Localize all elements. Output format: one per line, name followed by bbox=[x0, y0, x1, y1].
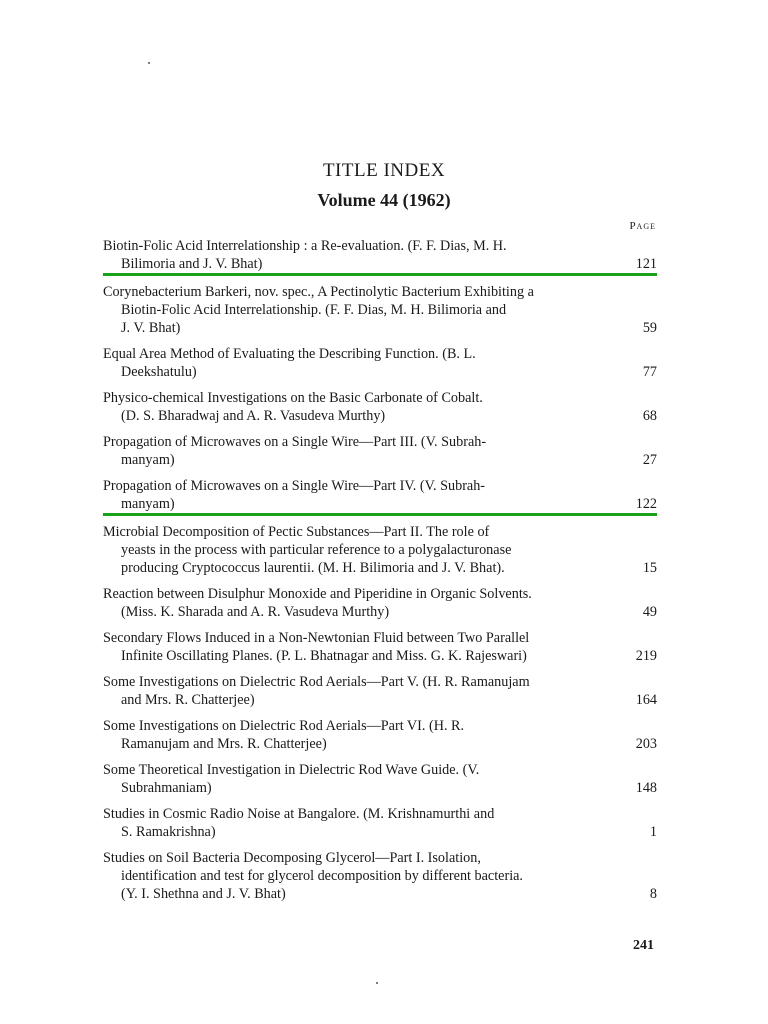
index-entry bbox=[103, 585, 657, 621]
entry-page-number: 49 bbox=[642, 604, 657, 620]
entry-page-number: 59 bbox=[642, 320, 657, 336]
entry-page-number: 77 bbox=[642, 364, 657, 380]
entry-continuation-line: Infinite Oscillating Planes. (P. L. Bhatnagar and Miss. G. K. Rajeswari) bbox=[121, 648, 527, 664]
index-entry bbox=[103, 673, 657, 709]
index-entry bbox=[103, 477, 657, 516]
entry-title-line: Secondary Flows Induced in a Non-Newtonian Fluid between Two Parallel bbox=[103, 630, 530, 646]
page-number: 241 bbox=[633, 938, 654, 953]
entry-continuation-line: (D. S. Bharadwaj and A. R. Vasudeva Murthy) bbox=[121, 408, 386, 424]
entry-continuation-line: and Mrs. R. Chatterjee) bbox=[121, 692, 255, 708]
index-entry bbox=[103, 283, 657, 337]
index-entry bbox=[103, 717, 657, 753]
scan-speck bbox=[376, 982, 378, 984]
entry-page-number: 164 bbox=[635, 692, 657, 708]
entry-title-line: Microbial Decomposition of Pectic Substances—Part II. The role of bbox=[103, 524, 490, 540]
entry-title-line: Biotin-Folic Acid Interrelationship : a Re-evaluation. (F. F. Dias, M. H. bbox=[103, 238, 507, 254]
entry-continuation-line: Bilimoria and J. V. Bhat) bbox=[121, 256, 263, 272]
entry-page-number: 122 bbox=[635, 496, 657, 512]
page-column-header: Page bbox=[629, 220, 656, 232]
index-entry bbox=[103, 523, 657, 577]
index-title: TITLE INDEX bbox=[322, 160, 446, 181]
entry-continuation-line: Ramanujam and Mrs. R. Chatterjee) bbox=[121, 736, 327, 752]
entry-title-line: Some Investigations on Dielectric Rod Aerials—Part VI. (H. R. bbox=[103, 718, 465, 734]
entry-continuation-line: Biotin-Folic Acid Interrelationship. (F. F. Dias, M. H. Bilimoria and bbox=[121, 302, 507, 318]
entry-page-number: 15 bbox=[642, 560, 657, 576]
entry-continuation-line: Subrahmaniam) bbox=[121, 780, 212, 796]
entry-page-number: 27 bbox=[642, 452, 657, 468]
entry-continuation-line: J. V. Bhat) bbox=[121, 320, 181, 336]
index-entry bbox=[103, 433, 657, 469]
entry-title-line: Studies in Cosmic Radio Noise at Bangalore. (M. Krishnamurthi and bbox=[103, 806, 495, 822]
entry-title-line: Propagation of Microwaves on a Single Wire—Part IV. (V. Subrah- bbox=[103, 478, 486, 494]
entry-continuation-line: producing Cryptococcus laurentii. (M. H. Bilimoria and J. V. Bhat). bbox=[121, 560, 505, 576]
index-entry bbox=[103, 761, 657, 797]
entry-page-number: 68 bbox=[642, 408, 657, 424]
index-entry bbox=[103, 805, 657, 841]
entry-continuation-line: S. Ramakrishna) bbox=[121, 824, 216, 840]
entry-title-line: Some Theoretical Investigation in Dielectric Rod Wave Guide. (V. bbox=[103, 762, 480, 778]
entry-continuation-line: manyam) bbox=[121, 496, 175, 512]
index-entry bbox=[103, 849, 657, 903]
entry-page-number: 203 bbox=[635, 736, 657, 752]
entry-page-number: 219 bbox=[635, 648, 657, 664]
index-entries bbox=[103, 237, 657, 911]
entry-continuation-line: manyam) bbox=[121, 452, 175, 468]
volume-subtitle: Volume 44 (1962) bbox=[317, 190, 451, 210]
index-entry bbox=[103, 345, 657, 381]
entry-title-line: Corynebacterium Barkeri, nov. spec., A Pectinolytic Bacterium Exhibiting a bbox=[103, 284, 534, 300]
entry-continuation-line: Deekshatulu) bbox=[121, 364, 197, 380]
entry-title-line: Equal Area Method of Evaluating the Describing Function. (B. L. bbox=[103, 346, 476, 362]
entry-page-number: 148 bbox=[635, 780, 657, 796]
entry-title-line: Studies on Soil Bacteria Decomposing Glycerol—Part I. Isolation, bbox=[103, 850, 481, 866]
entry-continuation-line: yeasts in the process with particular reference to a polygalacturonase bbox=[121, 542, 512, 558]
entry-title-line: Propagation of Microwaves on a Single Wire—Part III. (V. Subrah- bbox=[103, 434, 487, 450]
entry-page-number: 1 bbox=[649, 824, 657, 840]
index-entry bbox=[103, 237, 657, 276]
entry-continuation-line: (Y. I. Shethna and J. V. Bhat) bbox=[121, 886, 286, 902]
scan-speck bbox=[148, 62, 150, 64]
entry-page-number: 121 bbox=[635, 256, 657, 272]
index-entry bbox=[103, 629, 657, 665]
entry-continuation-line: identification and test for glycerol decomposition by different bacteria. bbox=[121, 868, 523, 884]
entry-title-line: Some Investigations on Dielectric Rod Aerials—Part V. (H. R. Ramanujam bbox=[103, 674, 530, 690]
entry-page-number: 8 bbox=[649, 886, 657, 902]
index-entry bbox=[103, 389, 657, 425]
entry-continuation-line: (Miss. K. Sharada and A. R. Vasudeva Murthy) bbox=[121, 604, 390, 620]
entry-title-line: Physico-chemical Investigations on the Basic Carbonate of Cobalt. bbox=[103, 390, 483, 406]
entry-title-line: Reaction between Disulphur Monoxide and Piperidine in Organic Solvents. bbox=[103, 586, 532, 602]
